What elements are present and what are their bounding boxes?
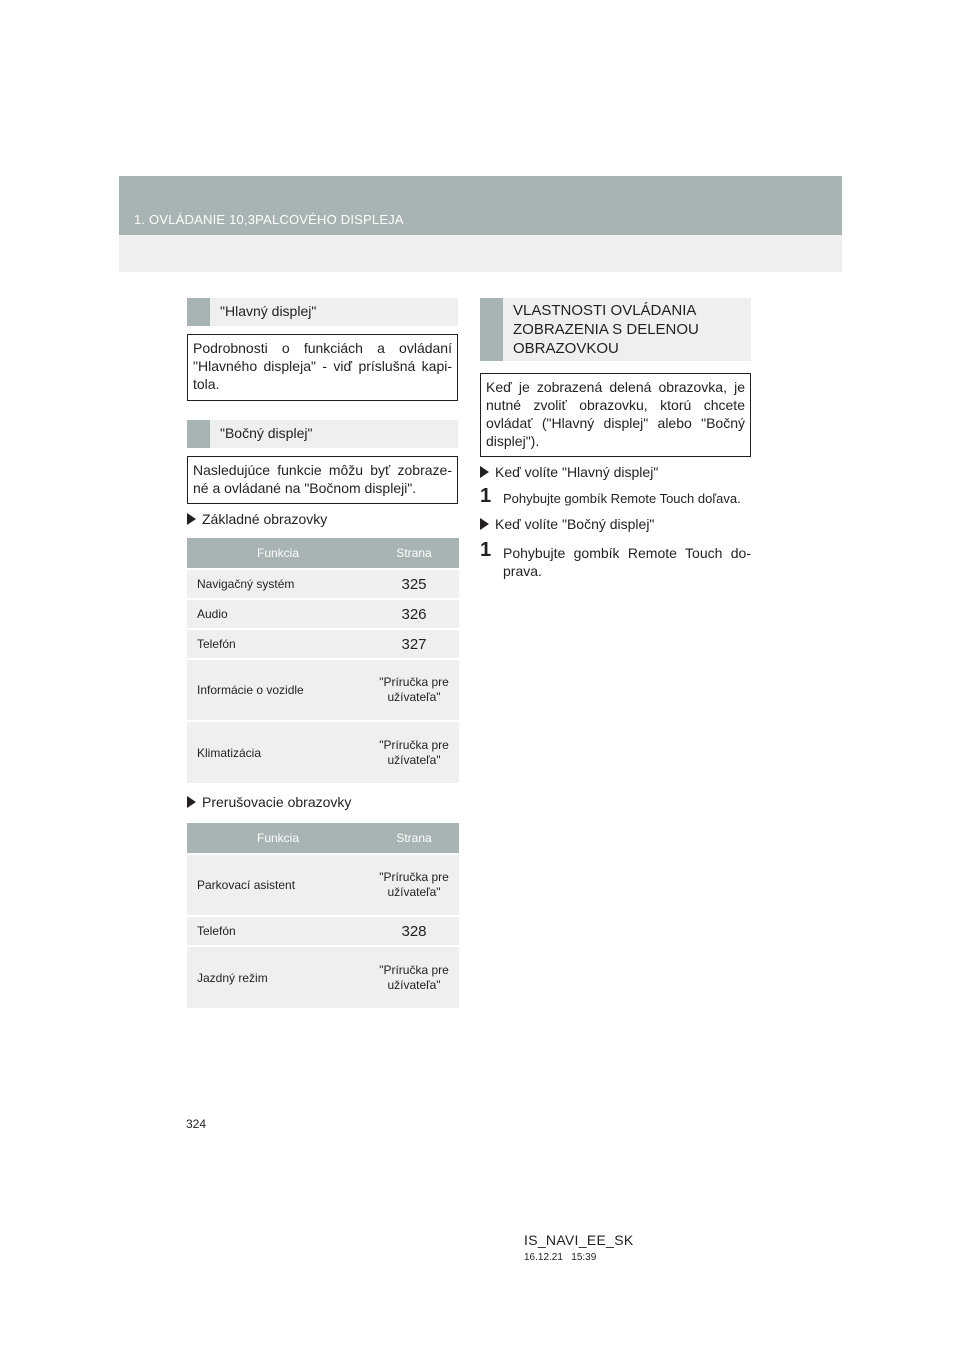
table-interrupt-screens xyxy=(187,823,459,1008)
table-header-row xyxy=(187,538,459,569)
step-move-right xyxy=(480,539,755,584)
heading-accent-bar xyxy=(480,298,503,361)
column-header-page: Strana xyxy=(369,823,459,854)
column-header-page: Strana xyxy=(369,538,459,569)
table-row xyxy=(187,854,459,916)
bullet-side-display xyxy=(480,516,654,532)
table-row xyxy=(187,946,459,1008)
triangle-bullet-icon xyxy=(187,513,196,525)
bullet-main-display xyxy=(480,464,658,480)
bullet-basic-screens xyxy=(187,511,327,527)
column-header-function: Funkcia xyxy=(187,823,369,854)
step-move-left xyxy=(480,485,755,510)
table-row xyxy=(187,569,459,599)
chapter-title: 1. OVLÁDANIE 10,3PALCOVÉHO DISPLEJA xyxy=(134,212,404,227)
bullet-interrupt-screens xyxy=(187,794,351,810)
triangle-bullet-icon xyxy=(480,466,489,478)
section-heading-text: VLASTNOSTI OVLÁDANIA ZOBRAZENIA S DELENOU OBRAZOVKOU xyxy=(513,302,699,357)
table-row xyxy=(187,659,459,721)
cell-function: Audio xyxy=(187,599,369,629)
table-row xyxy=(187,721,459,783)
cell-page: 327 xyxy=(369,629,459,659)
triangle-bullet-icon xyxy=(480,518,489,530)
table-row xyxy=(187,916,459,946)
cell-page: "Príručka pre užívateľa" xyxy=(369,659,459,721)
section-heading-main-display xyxy=(187,298,458,326)
table-basic-screens xyxy=(187,538,459,783)
cell-page: "Príručka pre užívateľa" xyxy=(369,854,459,916)
section-heading-text: "Hlavný displej" xyxy=(220,303,317,319)
page-number: 324 xyxy=(186,1117,207,1131)
cell-page: "Príručka pre užívateľa" xyxy=(369,946,459,1008)
table-row xyxy=(187,599,459,629)
bullet-text: Základné obrazovky xyxy=(202,511,328,527)
table-row xyxy=(187,629,459,659)
cell-function: Parkovací asistent xyxy=(187,854,369,916)
table-header-row xyxy=(187,823,459,854)
cell-page: "Príručka pre užívateľa" xyxy=(369,721,459,783)
triangle-bullet-icon xyxy=(187,796,196,808)
cell-function: Navigačný systém xyxy=(187,569,369,599)
section-heading-split-screen xyxy=(480,298,751,361)
step-text: Pohybujte gombík Remote Touch doľava. xyxy=(503,491,741,506)
bullet-text: Prerušovacie obrazovky xyxy=(202,794,352,810)
heading-accent-bar xyxy=(187,420,210,448)
cell-function: Jazdný režim xyxy=(187,946,369,1008)
info-box-split-screen: Keď je zobrazená delená obrazovka, je nutné zvoliť obrazovku, ktorú chcete ovládať ("Hlavný displej" alebo "Bočný displej"). xyxy=(480,373,751,457)
step-number: 1 xyxy=(480,539,492,561)
heading-accent-bar xyxy=(187,298,210,326)
bullet-text: Keď volíte "Bočný displej" xyxy=(495,516,655,532)
info-box-side-display: Nasledujúce funkcie môžu byť zobraze-né a ovládané na "Bočnom displeji". xyxy=(187,456,458,504)
cell-function: Informácie o vozidle xyxy=(187,659,369,721)
cell-page: 328 xyxy=(369,916,459,946)
cell-function: Klimatizácia xyxy=(187,721,369,783)
bullet-text: Keď volíte "Hlavný displej" xyxy=(495,464,659,480)
step-text: Pohybujte gombík Remote Touch do-prava. xyxy=(503,545,751,579)
section-heading-text: "Bočný displej" xyxy=(220,425,313,441)
info-box-main-display: Podrobnosti o funkciách a ovládaní "Hlavného displeja" - viď príslušná kapi-tola. xyxy=(187,334,458,401)
cell-function: Telefón xyxy=(187,916,369,946)
column-header-function: Funkcia xyxy=(187,538,369,569)
print-timestamp: 16.12.21 15:39 xyxy=(524,1252,597,1263)
section-heading-side-display xyxy=(187,420,458,448)
cell-page: 325 xyxy=(369,569,459,599)
cell-page: 326 xyxy=(369,599,459,629)
document-code: IS_NAVI_EE_SK xyxy=(524,1232,634,1248)
step-number: 1 xyxy=(480,485,492,507)
cell-function: Telefón xyxy=(187,629,369,659)
